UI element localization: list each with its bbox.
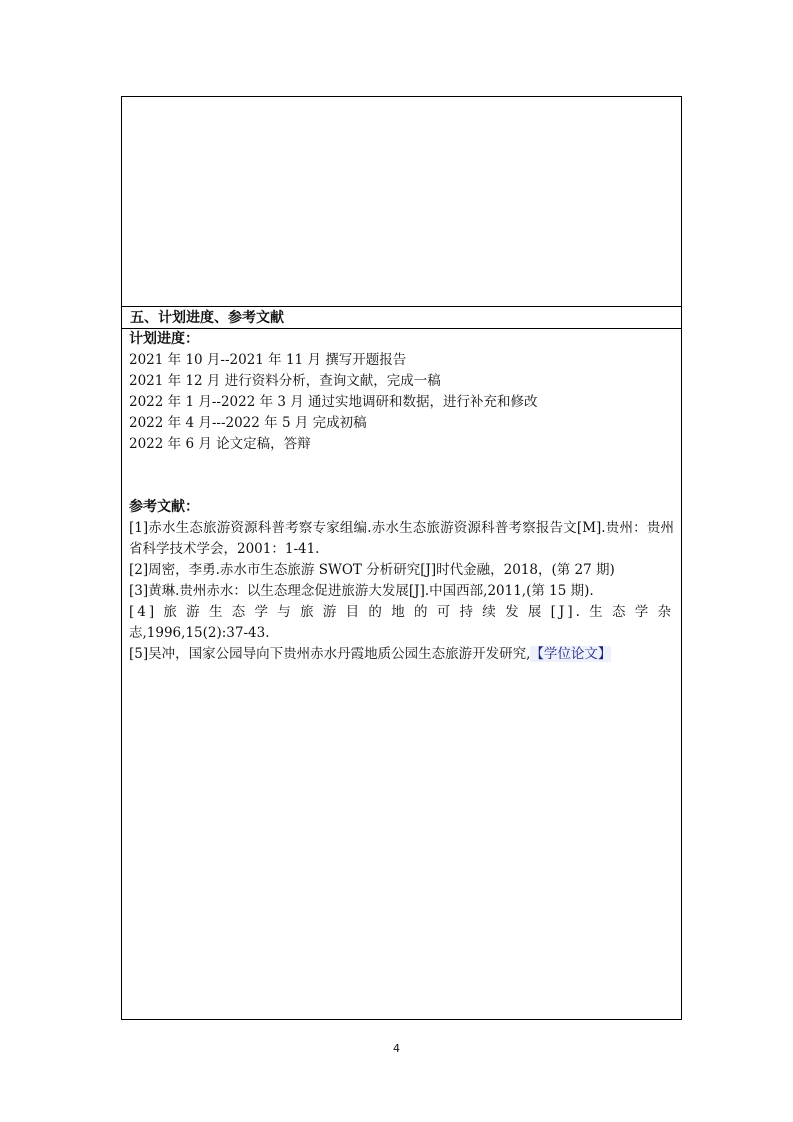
page-number: 4 [393, 1042, 400, 1055]
reference-item [129, 644, 674, 665]
reference-text: [5]吴冲，国家公园导向下贵州赤水丹霞地质公园生态旅游开发研究, [129, 646, 531, 662]
schedule-item: 2022 年 6 月 论文定稿，答辩 [129, 436, 311, 452]
reference-item-continuation: 志,1996,15(2):37-43. [129, 625, 270, 641]
schedule-item: 2022 年 4 月---2022 年 5 月 完成初稿 [129, 415, 367, 431]
references-heading: 参考文献： [129, 499, 199, 515]
previous-section-cell [122, 97, 681, 306]
reference-item: [3]黄琳.贵州赤水：以生态理念促进旅游大发展[J].中国西部,2011,(第 15 期). [129, 583, 594, 599]
schedule-references-cell [129, 329, 674, 665]
schedule-heading: 计划进度： [129, 331, 199, 347]
schedule-item: 2022 年 1 月--2022 年 3 月 通过实地调研和数据，进行补充和修改 [129, 394, 538, 410]
schedule-item: 2021 年 12 月 进行资料分析，查询文献，完成一稿 [129, 373, 441, 389]
spacer [129, 455, 674, 497]
form-table [121, 96, 682, 1020]
table-divider [122, 306, 681, 307]
section-heading: 五、计划进度、参考文献 [130, 310, 284, 326]
reference-item: [4]旅游生态学与旅游目的地的可持续发展[J].生态学杂 [129, 604, 674, 620]
reference-item: [2]周密，李勇.赤水市生态旅游 SWOT 分析研究[J]时代金融，2018，(第 27 期) [129, 562, 615, 578]
reference-type-tag: 【学位论文】 [530, 646, 612, 662]
reference-item: [1]赤水生态旅游资源科普考察专家组编.赤水生态旅游资源科普考察报告文[M].贵州：贵州省科学技术学会，2001：1-41. [129, 520, 674, 557]
schedule-item: 2021 年 10 月--2021 年 11 月 撰写开题报告 [129, 352, 407, 368]
